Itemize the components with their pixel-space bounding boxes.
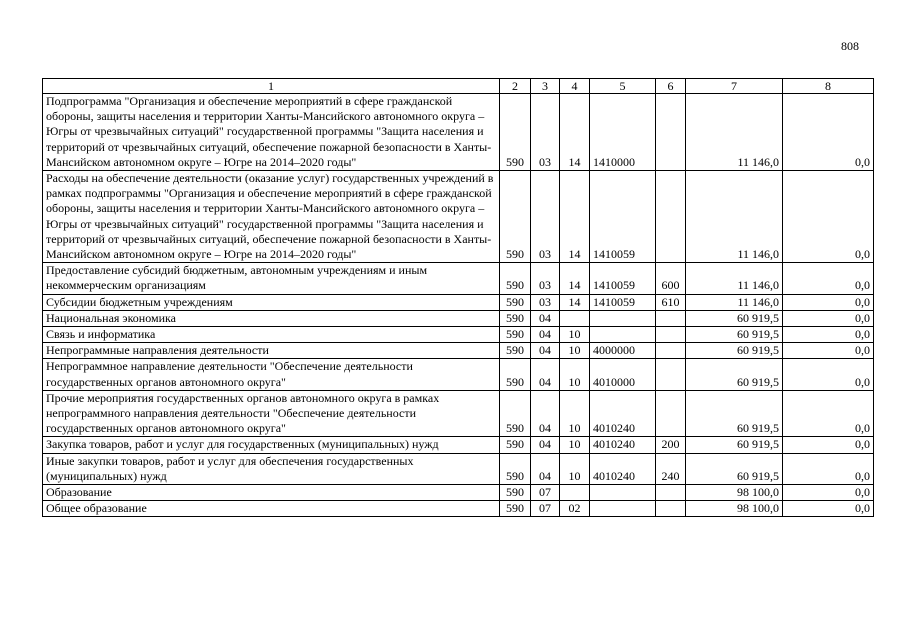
row-col-3: 04 — [531, 359, 560, 390]
row-col-8: 0,0 — [783, 501, 874, 517]
table-row — [43, 310, 874, 326]
row-col-7: 60 919,5 — [686, 453, 783, 484]
row-col-4: 10 — [560, 343, 590, 359]
row-col-4: 14 — [560, 171, 590, 263]
row-col-8: 0,0 — [783, 453, 874, 484]
table-row — [43, 485, 874, 501]
row-name: Закупка товаров, работ и услуг для государственных (муниципальных) нужд — [43, 437, 500, 453]
row-col-6: 200 — [656, 437, 686, 453]
table-row — [43, 263, 874, 294]
row-col-4 — [560, 485, 590, 501]
row-col-8: 0,0 — [783, 437, 874, 453]
row-col-2: 590 — [500, 294, 531, 310]
row-name: Иные закупки товаров, работ и услуг для обеспечения государственных (муниципальных) нужд — [43, 453, 500, 484]
row-col-4: 14 — [560, 294, 590, 310]
row-col-5: 4010240 — [590, 453, 656, 484]
row-col-8: 0,0 — [783, 390, 874, 437]
row-col-3: 04 — [531, 453, 560, 484]
row-col-5: 1410000 — [590, 94, 656, 171]
column-header-3: 3 — [531, 79, 560, 94]
row-col-3: 07 — [531, 485, 560, 501]
table-row — [43, 501, 874, 517]
column-header-2: 2 — [500, 79, 531, 94]
row-col-8: 0,0 — [783, 310, 874, 326]
row-col-2: 590 — [500, 437, 531, 453]
row-col-3: 04 — [531, 343, 560, 359]
column-header-5: 5 — [590, 79, 656, 94]
row-col-3: 03 — [531, 94, 560, 171]
row-col-5 — [590, 485, 656, 501]
row-col-3: 04 — [531, 437, 560, 453]
page-number: 808 — [841, 39, 859, 53]
row-col-3: 03 — [531, 171, 560, 263]
row-col-7: 60 919,5 — [686, 390, 783, 437]
row-col-7: 60 919,5 — [686, 437, 783, 453]
row-col-4: 10 — [560, 453, 590, 484]
column-header-1: 1 — [43, 79, 500, 94]
row-col-7: 11 146,0 — [686, 263, 783, 294]
row-col-3: 04 — [531, 390, 560, 437]
row-col-6 — [656, 343, 686, 359]
table-row — [43, 171, 874, 263]
row-name: Прочие мероприятия государственных органов автономного округа в рамках непрограммного направления деятельности "Обеспечение деятельности государственных органов автономного округа" — [43, 390, 500, 437]
row-name: Образование — [43, 485, 500, 501]
row-col-2: 590 — [500, 310, 531, 326]
row-col-8: 0,0 — [783, 171, 874, 263]
row-col-6 — [656, 501, 686, 517]
row-col-5 — [590, 501, 656, 517]
row-col-6 — [656, 327, 686, 343]
row-col-6 — [656, 171, 686, 263]
row-name: Подпрограмма "Организация и обеспечение мероприятий в сфере гражданской обороны, защиты населения и территории Ханты-Мансийского автономного округа – Югры от чрезвычайных ситуаций" государственной программы "Защита населения и территорий от чрезвычайных ситуаций, обеспечение пожарной безопасности в Ханты-Мансийском автономном округе – Югре на 2014–2020 годы" — [43, 94, 500, 171]
row-col-7: 60 919,5 — [686, 327, 783, 343]
row-col-7: 11 146,0 — [686, 294, 783, 310]
row-col-6 — [656, 310, 686, 326]
row-col-8: 0,0 — [783, 294, 874, 310]
row-col-7: 11 146,0 — [686, 94, 783, 171]
row-name: Национальная экономика — [43, 310, 500, 326]
row-col-7: 60 919,5 — [686, 359, 783, 390]
row-col-2: 590 — [500, 390, 531, 437]
row-col-3: 03 — [531, 294, 560, 310]
row-col-4: 10 — [560, 359, 590, 390]
row-col-4: 14 — [560, 263, 590, 294]
budget-table — [42, 78, 874, 517]
row-col-2: 590 — [500, 94, 531, 171]
row-col-7: 60 919,5 — [686, 343, 783, 359]
row-name: Субсидии бюджетным учреждениям — [43, 294, 500, 310]
row-col-2: 590 — [500, 263, 531, 294]
table-row — [43, 294, 874, 310]
row-name: Непрограммные направления деятельности — [43, 343, 500, 359]
row-col-3: 04 — [531, 327, 560, 343]
column-header-7: 7 — [686, 79, 783, 94]
row-col-7: 98 100,0 — [686, 501, 783, 517]
row-col-3: 07 — [531, 501, 560, 517]
row-name: Предоставление субсидий бюджетным, автономным учреждениям и иным некоммерческим организациям — [43, 263, 500, 294]
row-col-5: 4010240 — [590, 390, 656, 437]
row-col-5 — [590, 310, 656, 326]
row-col-8: 0,0 — [783, 359, 874, 390]
row-col-5: 4000000 — [590, 343, 656, 359]
row-col-4: 10 — [560, 437, 590, 453]
row-col-7: 11 146,0 — [686, 171, 783, 263]
row-col-2: 590 — [500, 359, 531, 390]
row-col-8: 0,0 — [783, 94, 874, 171]
table-row — [43, 437, 874, 453]
row-name: Расходы на обеспечение деятельности (оказание услуг) государственных учреждений в рамках подпрограммы "Организация и обеспечение мероприятий в сфере гражданской обороны, защиты населения и территории Ханты-Мансийского автономного округа – Югры от чрезвычайных ситуаций" государственной программы "Защита населения и территорий от чрезвычайных ситуаций, обеспечение пожарной безопасности в Ханты-Мансийском автономном округе – Югре на 2014–2020 годы" — [43, 171, 500, 263]
row-col-3: 03 — [531, 263, 560, 294]
row-col-5: 4010240 — [590, 437, 656, 453]
row-col-4: 10 — [560, 327, 590, 343]
row-col-2: 590 — [500, 327, 531, 343]
row-col-6 — [656, 94, 686, 171]
column-header-8: 8 — [783, 79, 874, 94]
table-row — [43, 359, 874, 390]
column-header-4: 4 — [560, 79, 590, 94]
row-col-8: 0,0 — [783, 485, 874, 501]
row-col-2: 590 — [500, 343, 531, 359]
row-col-2: 590 — [500, 485, 531, 501]
row-col-5 — [590, 327, 656, 343]
row-col-6: 600 — [656, 263, 686, 294]
header-row — [43, 79, 874, 94]
row-col-2: 590 — [500, 171, 531, 263]
row-col-4: 10 — [560, 390, 590, 437]
row-col-8: 0,0 — [783, 343, 874, 359]
row-col-5: 1410059 — [590, 171, 656, 263]
row-col-6 — [656, 359, 686, 390]
row-col-6 — [656, 485, 686, 501]
row-col-7: 98 100,0 — [686, 485, 783, 501]
row-col-4 — [560, 310, 590, 326]
row-col-6: 610 — [656, 294, 686, 310]
row-name: Общее образование — [43, 501, 500, 517]
row-col-5: 4010000 — [590, 359, 656, 390]
row-col-6: 240 — [656, 453, 686, 484]
row-col-8: 0,0 — [783, 327, 874, 343]
table-row — [43, 390, 874, 437]
row-name: Непрограммное направление деятельности "Обеспечение деятельности государственных органов автономного округа" — [43, 359, 500, 390]
row-name: Связь и информатика — [43, 327, 500, 343]
row-col-2: 590 — [500, 453, 531, 484]
row-col-5: 1410059 — [590, 263, 656, 294]
table-row — [43, 327, 874, 343]
row-col-6 — [656, 390, 686, 437]
table-row — [43, 94, 874, 171]
row-col-7: 60 919,5 — [686, 310, 783, 326]
row-col-3: 04 — [531, 310, 560, 326]
table-row — [43, 343, 874, 359]
row-col-2: 590 — [500, 501, 531, 517]
row-col-5: 1410059 — [590, 294, 656, 310]
column-header-6: 6 — [656, 79, 686, 94]
row-col-4: 02 — [560, 501, 590, 517]
table-row — [43, 453, 874, 484]
row-col-8: 0,0 — [783, 263, 874, 294]
row-col-4: 14 — [560, 94, 590, 171]
